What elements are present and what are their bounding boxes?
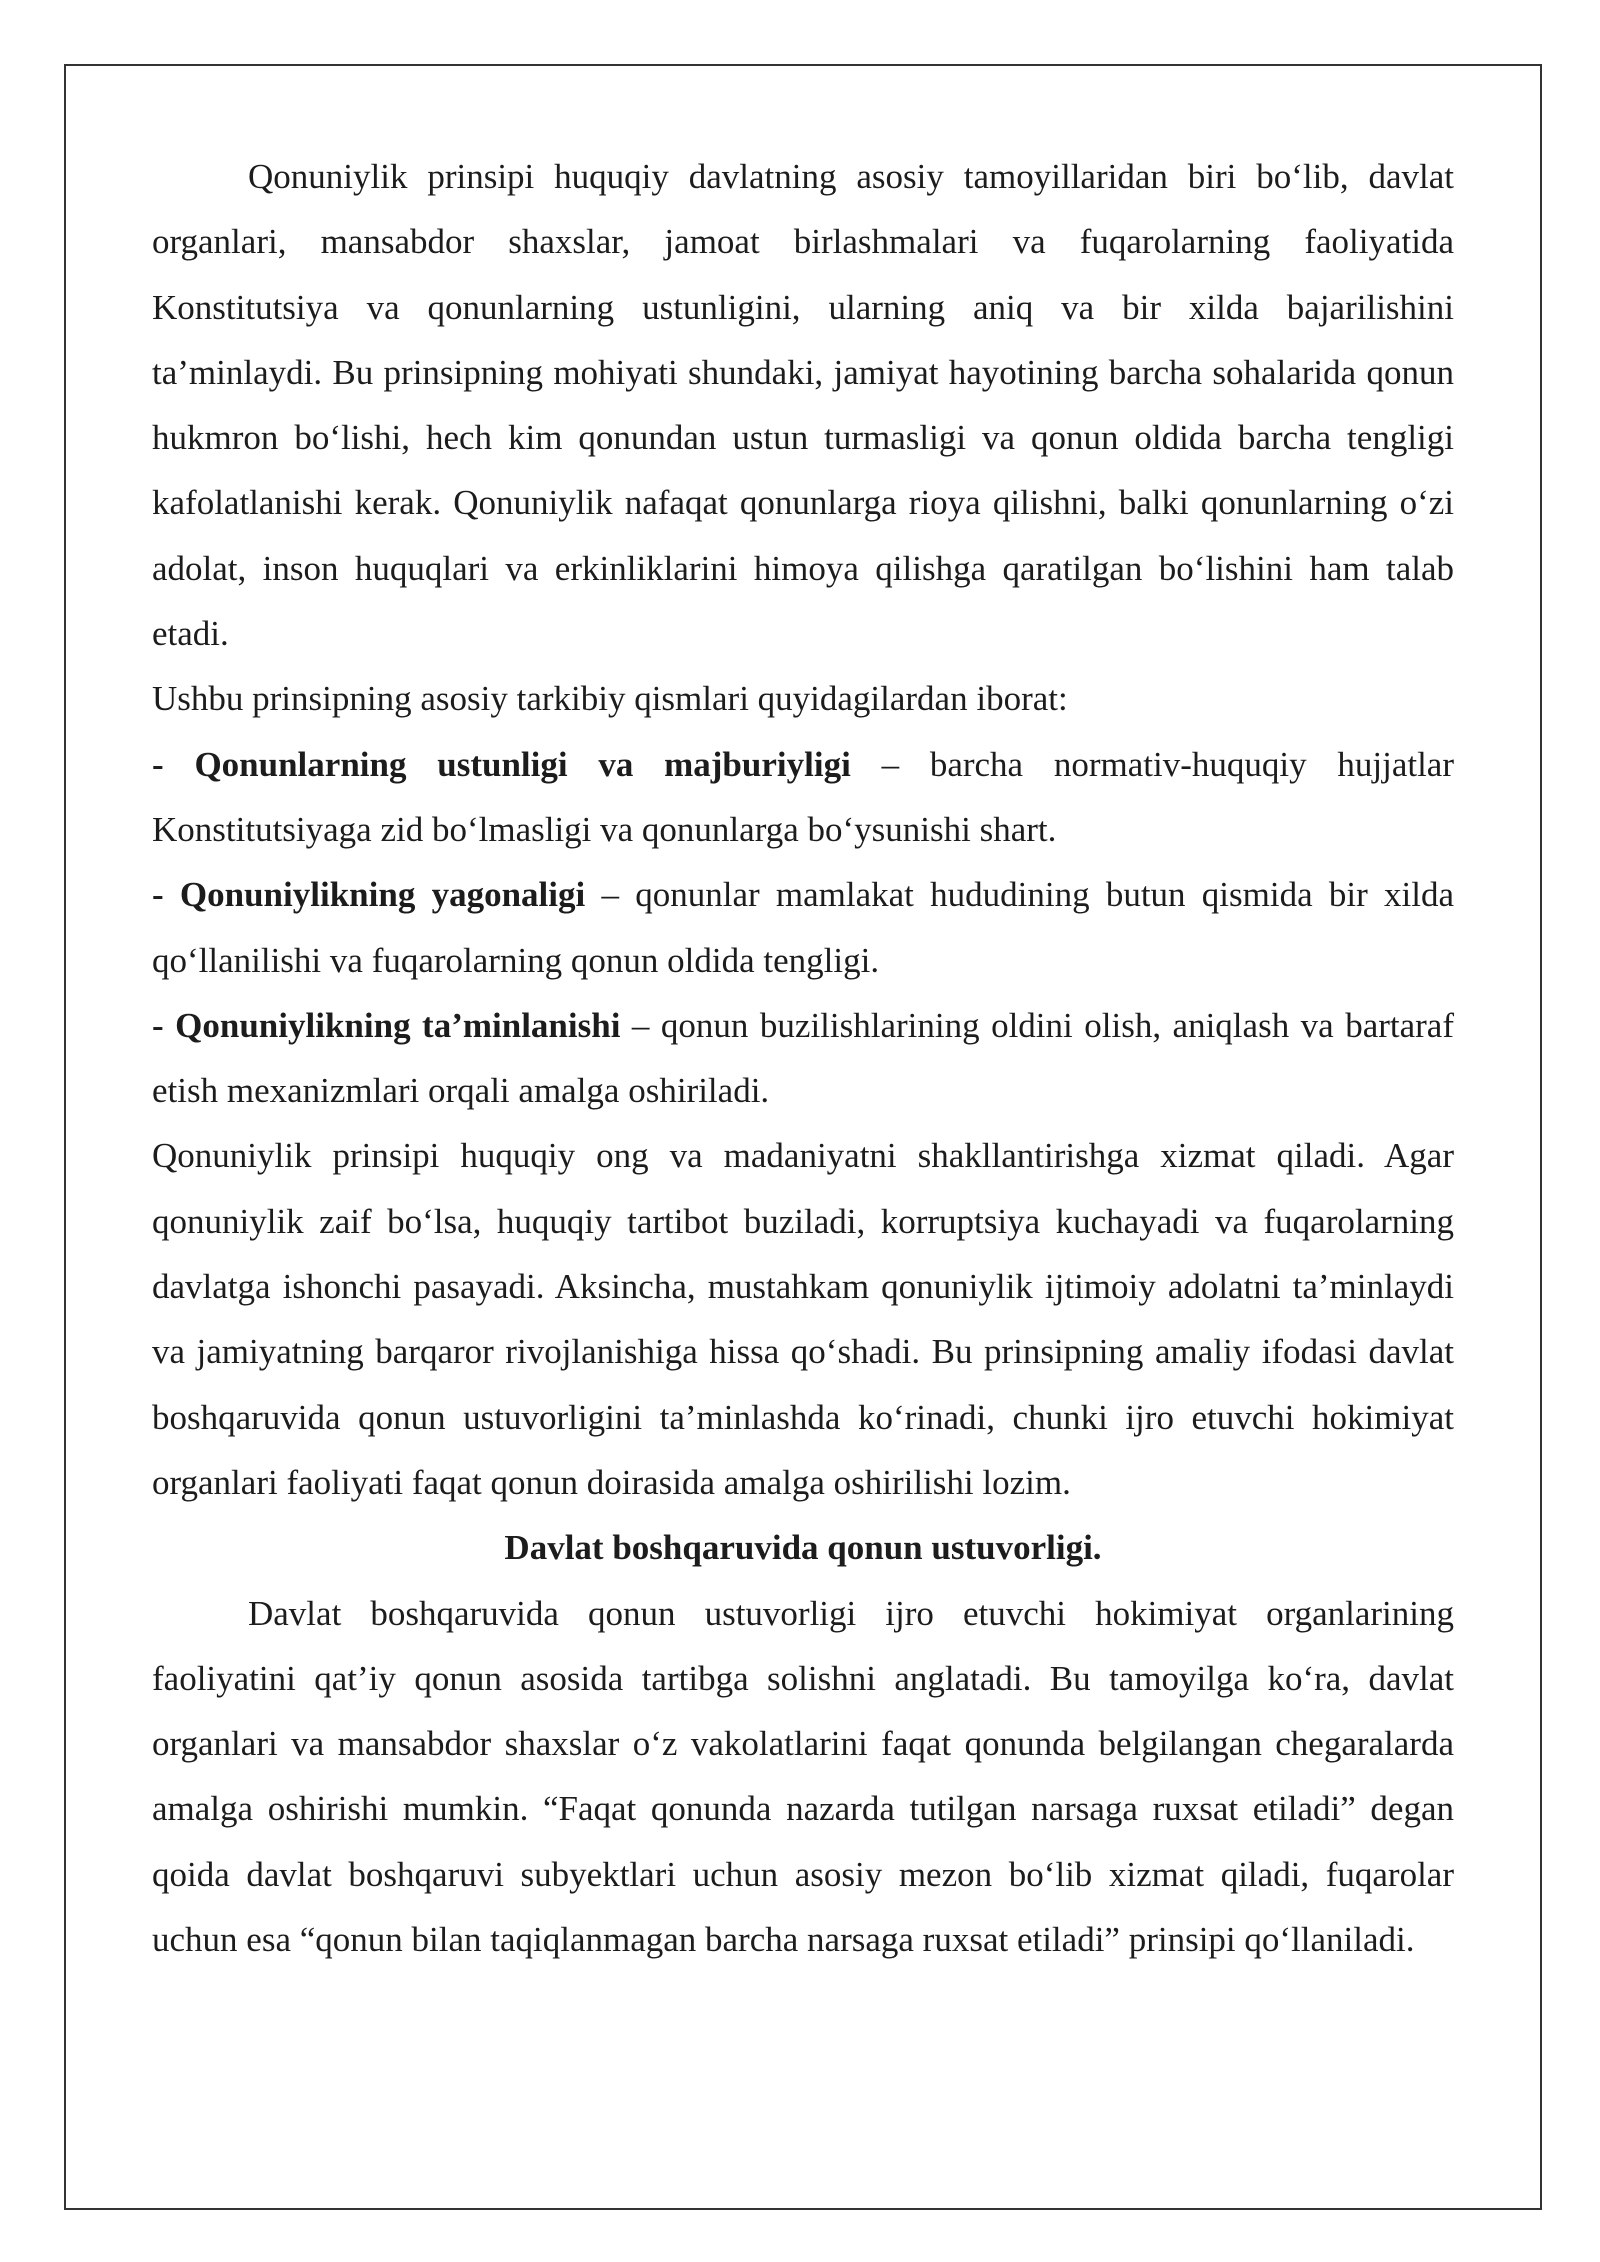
- list-item-prefix: -: [152, 875, 180, 915]
- list-item-text: – qonunlar mamlakat hududining butun qismida bir xilda qo‘llanilishi va fuqarolarning qonun oldida tengligi.: [152, 875, 1454, 980]
- list-item-text: – barcha normativ-huquqiy hujjatlar Konstitutsiyaga zid bo‘lmasligi va qonunlarga bo‘ysunishi shart.: [152, 744, 1454, 849]
- list-item-term: Qonunlarning ustunligi va majburiyligi: [194, 744, 851, 784]
- document-body: [152, 144, 1454, 1972]
- paragraph-rule-of-law: Davlat boshqaruvida qonun ustuvorligi ijro etuvchi hokimiyat organlarining faoliyatini qat’iy qonun asosida tartibga solishni anglatadi. Bu tamoyilga ko‘ra, davlat organlari va mansabdor shaxslar o‘z vakolatlarini faqat qonunda belgilangan chegaralarda amalga oshirishi mumkin. “Faqat qonunda nazarda tutilgan narsaga ruxsat etiladi” degan qoida davlat boshqaruvi subyektlari uchun asosiy mezon bo‘lib xizmat qiladi, fuqarolar uchun esa “qonun bilan taqiqlanmagan barcha narsaga ruxsat etiladi” prinsipi qo‘llaniladi.: [152, 1593, 1454, 1960]
- paragraph-intro: Qonuniylik prinsipi huquqiy davlatning asosiy tamoyillaridan biri bo‘lib, davlat organlari, mansabdor shaxslar, jamoat birlashmalari va fuqarolarning faoliyatida Konstitutsiya va qonunlarning ustunligini, ularning aniq va bir xilda bajarilishini ta’minlaydi. Bu prinsipning mohiyati shundaki, jamiyat hayotining barcha sohalarida qonun hukmron bo‘lishi, hech kim qonundan ustun turmasligi va qonun oldida barcha tengligi kafolatlanishi kerak. Qonuniylik nafaqat qonunlarga rioya qilishni, balki qonunlarning o‘zi adolat, inson huquqlari va erkinliklarini himoya qilishga qaratilgan bo‘lishini ham talab etadi.: [152, 157, 1454, 654]
- list-item: [152, 862, 1454, 993]
- paragraph-significance: Qonuniylik prinsipi huquqiy ong va madaniyatni shakllantirishga xizmat qiladi. Agar qonuniylik zaif bo‘lsa, huquqiy tartibot buziladi, korruptsiya kuchayadi va fuqarolarning davlatga ishonchi pasayadi. Aksincha, mustahkam qonuniylik ijtimoiy adolatni ta’minlaydi va jamiyatning barqaror rivojlanishiga hissa qo‘shadi. Bu prinsipning amaliy ifodasi davlat boshqaruvida qonun ustuvorligini ta’minlashda ko‘rinadi, chunki ijro etuvchi hokimiyat organlari faoliyati faqat qonun doirasida amalga oshirilishi lozim.: [152, 1136, 1454, 1502]
- list-item-term: Qonuniylikning ta’minlanishi: [175, 1005, 621, 1045]
- list-item-prefix: -: [152, 1005, 176, 1045]
- list-item-prefix: -: [152, 744, 195, 784]
- list-item: [152, 732, 1454, 863]
- list-item: [152, 993, 1454, 1124]
- paragraph-components-lead: Ushbu prinsipning asosiy tarkibiy qismlari quyidagilardan iborat:: [152, 679, 1068, 719]
- list-item-text: – qonun buzilishlarining oldini olish, aniqlash va bartaraf etish mexanizmlari orqali amalga oshiriladi.: [152, 1005, 1454, 1111]
- section-heading: Davlat boshqaruvida qonun ustuvorligi.: [504, 1528, 1102, 1568]
- list-item-term: Qonuniylikning yagonaligi: [179, 875, 586, 915]
